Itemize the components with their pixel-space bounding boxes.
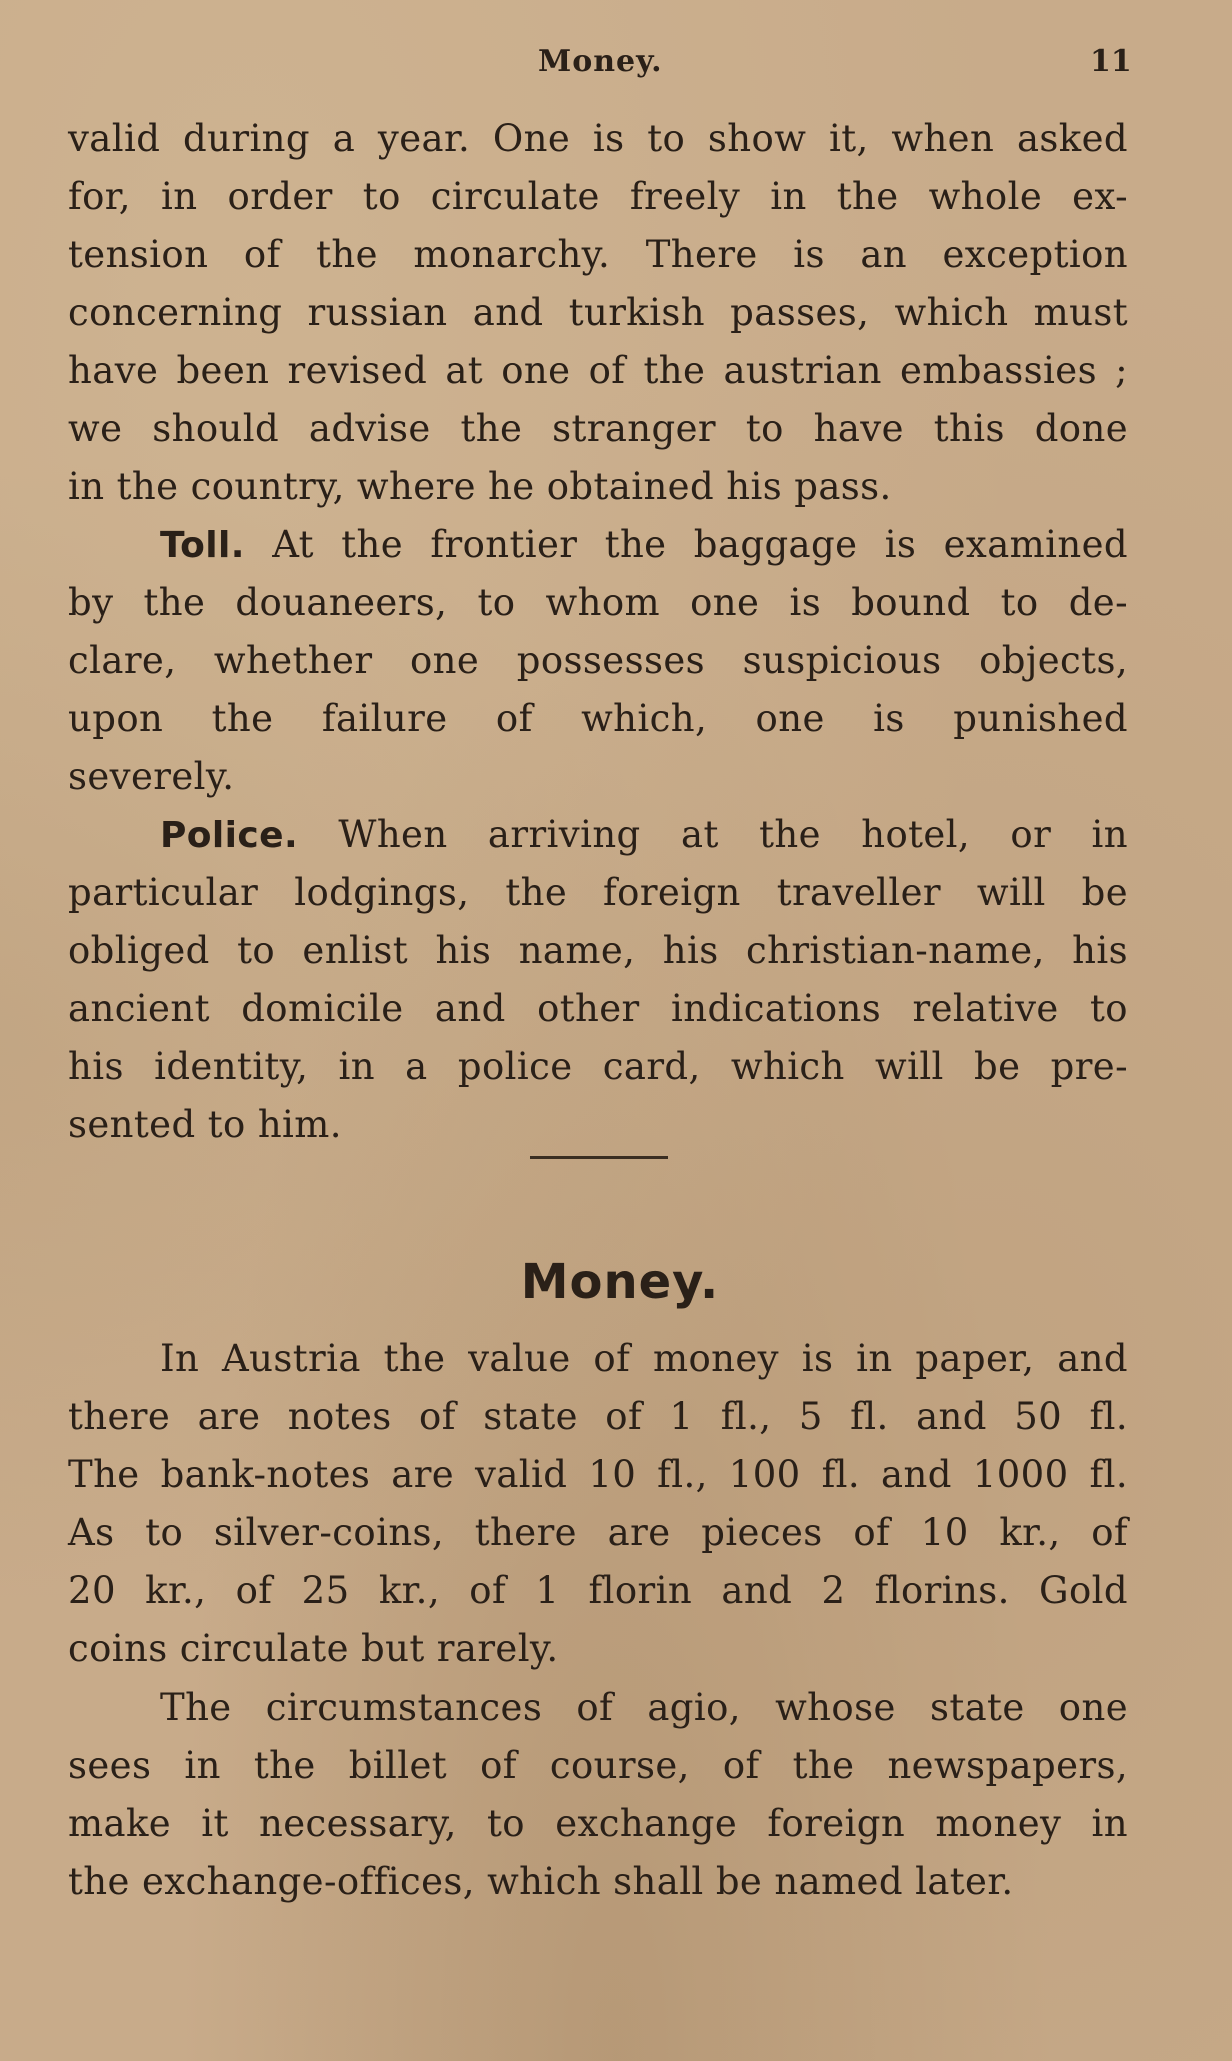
running-title: Money. [538,44,663,79]
text-line: particular lodgings, the foreign traveller will be [68,871,1128,914]
text-line: valid during a year. One is to show it, when asked [68,117,1128,160]
text-line: sented to him. [68,1103,342,1146]
text-line: by the douaneers, to whom one is bound to de- [68,581,1128,624]
text-line: As to silver-coins, there are pieces of 10 kr., of [68,1511,1128,1554]
text-line: there are notes of state of 1 fl., 5 fl. and 50 fl. [68,1395,1128,1438]
toll-first-text: At the frontier the baggage is examined [272,523,1128,566]
text-line: obliged to enlist his name, his christian-name, his [68,929,1128,972]
text-line: his identity, in a police card, which will be pre- [68,1045,1128,1088]
text-line: the exchange-offices, which shall be named later. [68,1860,1014,1903]
text-line: severely. [68,755,235,798]
page-number: 11 [1090,44,1132,79]
text-line: In Austria the value of money is in paper, and [160,1337,1128,1380]
text-line: in the country, where he obtained his pass. [68,465,892,508]
police-first-line [160,810,1128,860]
text-line: for, in order to circulate freely in the whole ex- [68,175,1128,218]
running-head [0,44,1232,84]
text-line: 20 kr., of 25 kr., of 1 florin and 2 florins. Gold [68,1569,1128,1612]
text-line: clare, whether one possesses suspicious objects, [68,639,1128,682]
text-line: The bank-notes are valid 10 fl., 100 fl. and 1000 fl. [68,1453,1128,1496]
text-line: concerning russian and turkish passes, which must [68,291,1128,334]
toll-lead: Toll. [160,525,245,566]
section-divider [530,1156,668,1159]
toll-first-line [160,520,1128,570]
text-line: The circumstances of agio, whose state one [160,1686,1128,1729]
section-heading-money: Money. [520,1254,720,1310]
police-lead: Police. [160,815,299,856]
text-line: sees in the billet of course, of the newspapers, [68,1744,1128,1787]
text-line: upon the failure of which, one is punished [68,697,1128,740]
text-line: make it necessary, to exchange foreign money in [68,1802,1128,1845]
text-line: have been revised at one of the austrian embassies ; [68,349,1128,392]
text-line: we should advise the stranger to have this done [68,407,1128,450]
text-line: ancient domicile and other indications relative to [68,987,1128,1030]
police-first-text: When arriving at the hotel, or in [338,813,1128,856]
text-line: coins circulate but rarely. [68,1627,559,1670]
text-line: tension of the monarchy. There is an exception [68,233,1128,276]
